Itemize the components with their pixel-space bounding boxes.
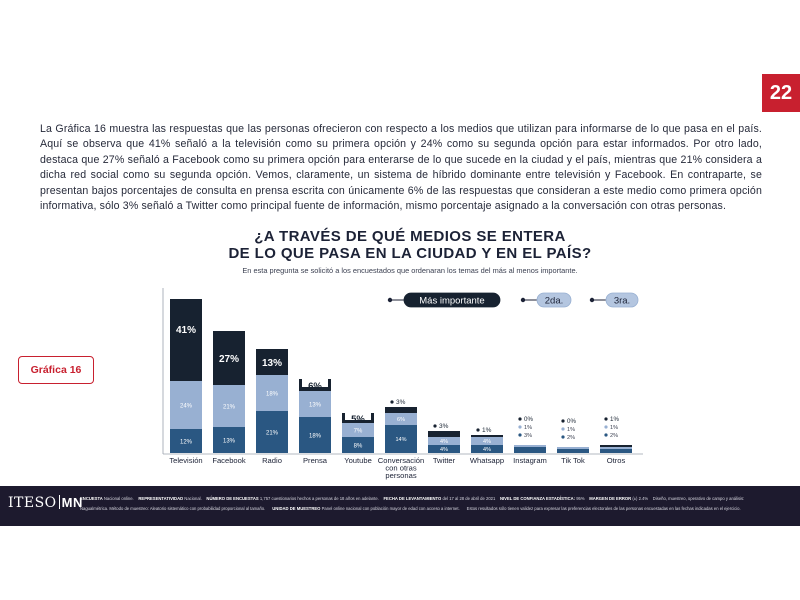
- label-second-5: 6%: [397, 417, 405, 424]
- category-label-5-1: con otras: [385, 463, 417, 473]
- label-first-7: 1%: [482, 427, 492, 434]
- iteso-mn-logo: [8, 495, 83, 511]
- label-first-0: 41%: [175, 325, 197, 336]
- logo-divider: [59, 495, 60, 509]
- label-third-4: 8%: [353, 443, 363, 450]
- label-first-3: 6%: [308, 381, 322, 392]
- label-second-9: 1%: [567, 427, 576, 433]
- label-third-marker-8: [518, 433, 521, 436]
- legend-dot-0: [388, 298, 392, 302]
- bar-third-10: [600, 449, 632, 453]
- label-first-6: 3%: [439, 423, 449, 430]
- label-second-0: 24%: [179, 403, 193, 410]
- label-third-7: 4%: [483, 447, 491, 454]
- legend-dot-2: [590, 298, 594, 302]
- legend-dot-1: [521, 298, 525, 302]
- category-label-2-0: Radio: [262, 456, 282, 465]
- bar-first-7: [471, 435, 503, 437]
- legend-label-1: 2da.: [544, 295, 564, 307]
- legend-label-0: Más importante: [419, 295, 485, 307]
- label-second-10: 1%: [610, 425, 619, 431]
- chart-subtitle: En esta pregunta se solicitó a los encuestados que ordenaran los temas del más al menos importante.: [242, 266, 578, 275]
- label-first-5: 3%: [396, 399, 406, 406]
- footer-bar: [0, 486, 800, 526]
- label-first-9: 0%: [567, 418, 576, 425]
- label-first-marker-6: [433, 424, 436, 427]
- label-third-3: 18%: [308, 433, 322, 440]
- bar-third-9: [557, 449, 589, 453]
- bar-first-0: [170, 299, 202, 381]
- category-label-0-0: Televisión: [169, 456, 203, 465]
- bar-second-9: [557, 447, 589, 449]
- label-first-10: 1%: [610, 416, 619, 423]
- category-label-3-0: Prensa: [302, 456, 328, 465]
- category-label-6-0: Twitter: [432, 456, 456, 465]
- label-third-5: 14%: [395, 437, 407, 444]
- bar-first-6: [428, 431, 460, 437]
- bar-third-8: [514, 447, 546, 453]
- label-second-4: 7%: [353, 428, 363, 435]
- bar-second-10: [600, 447, 632, 449]
- label-second-marker-10: [604, 425, 607, 428]
- label-first-marker-8: [518, 417, 521, 420]
- bar-first-10: [600, 445, 632, 447]
- label-second-2: 18%: [265, 391, 279, 398]
- category-label-5-0: Conversación: [377, 456, 425, 465]
- label-second-marker-8: [518, 425, 521, 428]
- label-second-marker-9: [561, 427, 564, 430]
- footer-row-1: ENCUESTA Nacional online. REPRESENTATIVIDAD Nacional. NÚMERO DE ENCUESTAS 1,757 cuestionarios hechos a personas de 18 años en adelante. FECHA DE LEVANTAMIENTO del 17 al 28 de abril de 2021 NIVEL DE CONFIANZA ESTADÍSTICA: 95% MARGEN DE ERROR (±) 2.4% Diseño, muestreo, operativo de campo y análisis:: [80, 496, 745, 501]
- page-number: 22: [762, 74, 800, 112]
- label-third-1: 13%: [222, 438, 236, 445]
- category-label-10-0: Otros: [606, 456, 626, 465]
- label-second-3: 13%: [308, 402, 322, 409]
- footer-row-2: Nagualmétrica. Método de muestreo: Aleatorio sistemático con probabilidad proporcional al tamaño. UNIDAD DE MUESTREO Panel online nacional con población mayor de edad con acceso a internet. Estos resultados sólo tienen validez para expresar las preferencias electorales de las personas encuestadas en las fechas indicadas en el ejercicio.: [80, 506, 741, 511]
- category-label-1-0: Facebook: [212, 456, 246, 465]
- label-third-8: 3%: [524, 433, 533, 439]
- label-third-6: 4%: [440, 447, 448, 454]
- label-first-marker-5: [390, 400, 393, 403]
- category-label-5-2: personas: [385, 471, 417, 481]
- intro-paragraph: La Gráfica 16 muestra las respuestas que las personas ofrecieron con respecto a los medios que utilizan para informarse de lo que pasa en el país. Aquí se observa que 41% señaló a la televisión como su primera opción y 24% como su segunda opción para estar informados. Por otro lado, destaca que 27% señaló a Facebook como su primera opción para enterarse de lo que sucede en la ciudad y el país, mientras que 21% considera a dicha red social como su segunda opción. Vemos, claramente, un sistema de híbrido dominante entre televisión y Facebook. En contraparte, se presentan bajos porcentajes de consulta en prensa escrita con únicamente 6% de las respuestas que consideran a este medio como primera opción informativa, sólo 3% señaló a Twitter como principal fuente de información, mismo porcentaje asignado a la conversación con otras personas.: [40, 123, 762, 213]
- grafica-label: Gráfica 16: [18, 356, 94, 384]
- label-first-marker-10: [604, 417, 607, 420]
- category-label-8-0: Instagram: [513, 456, 547, 465]
- label-third-9: 2%: [567, 435, 576, 441]
- label-first-1: 27%: [218, 354, 240, 365]
- legend-label-2: 3ra.: [613, 295, 631, 307]
- label-first-marker-9: [561, 419, 564, 422]
- label-third-2: 21%: [265, 430, 279, 437]
- label-first-8: 0%: [524, 416, 533, 423]
- label-second-1: 21%: [222, 404, 236, 411]
- label-second-7: 4%: [483, 439, 491, 446]
- bar-first-5: [385, 407, 417, 413]
- category-label-4-0: Youtube: [344, 456, 372, 465]
- label-first-marker-7: [476, 428, 479, 431]
- label-first-2: 13%: [261, 358, 283, 369]
- chart-title-line-2: DE LO QUE PASA EN LA CIUDAD Y EN EL PAÍS?: [228, 245, 592, 262]
- label-third-0: 12%: [179, 439, 193, 446]
- label-second-6: 4%: [440, 439, 448, 446]
- logo-mn: MN: [61, 495, 83, 510]
- category-label-7-0: Whatsapp: [469, 456, 505, 465]
- label-third-10: 2%: [610, 433, 619, 439]
- label-third-marker-10: [604, 433, 607, 436]
- logo-iteso: ITESO: [8, 495, 57, 511]
- label-second-8: 1%: [524, 425, 533, 431]
- bar-second-8: [514, 445, 546, 447]
- chart-title-line-1: ¿A TRAVÉS DE QUÉ MEDIOS SE ENTERA: [254, 228, 566, 245]
- label-first-4: 5%: [351, 414, 365, 425]
- label-third-marker-9: [561, 435, 564, 438]
- category-label-9-0: Tik Tok: [561, 456, 585, 465]
